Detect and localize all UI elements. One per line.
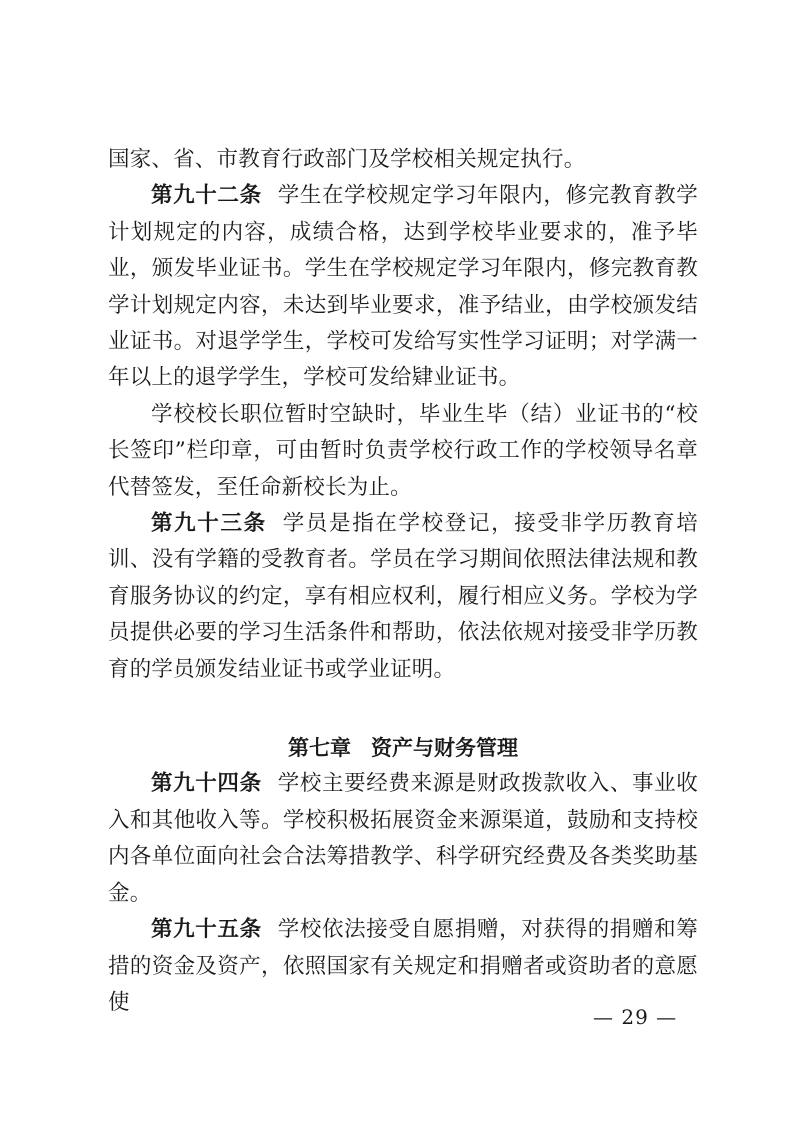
document-page	[108, 142, 698, 1021]
chapter-heading	[108, 730, 698, 766]
paragraph-text: 学校依法接受自愿捐赠，对获得的捐赠和筹措的资金及资产，依照国家有关规定和捐赠者或资助者的意愿使	[108, 917, 698, 1015]
paragraph-continuation	[108, 142, 698, 178]
paragraph-text: 学校校长职位暂时空缺时，毕业生毕（结）业证书的“校长签印”栏印章，可由暂时负责学校行政工作的学校领导名章代替签发，至任命新校长为止。	[108, 401, 698, 500]
paragraph-text: 学生在学校规定学习年限内，修完教育教学计划规定的内容，成绩合格，达到学校毕业要求的，准予毕业，颁发毕业证书。学生在学校规定学习年限内，修完教育教学计划规定内容，未达到毕业要求，准予结业，由学校颁发结业证书。对退学学生，学校可发给写实性学习证明；对学满一年以上的退学学生，学校可发给肄业证书。	[108, 183, 698, 391]
article-94	[108, 766, 698, 912]
paragraph-text: 国家、省、市教育行政部门及学校相关规定执行。	[108, 147, 586, 172]
chapter-number: 第七章	[288, 736, 351, 761]
paragraph-text: 学校主要经费来源是财政拨款收入、事业收入和其他收入等。学校积极拓展资金来源渠道，鼓励和支持校内各单位面向社会合法筹措教学、科学研究经费及各类奖助基金。	[108, 771, 698, 906]
article-93	[108, 506, 698, 688]
paragraph-text: 学员是指在学校登记，接受非学历教育培训、没有学籍的受教育者。学员在学习期间依照法律法规和教育服务协议的约定，享有相应权利，履行相应义务。学校为学员提供必要的学习生活条件和帮助，依法依规对接受非学历教育的学员颁发结业证书或学业证明。	[108, 511, 698, 682]
article-92	[108, 178, 698, 396]
page-number: — 29 —	[593, 1005, 678, 1029]
article-number: 第九十二条	[151, 183, 262, 209]
chapter-title: 资产与财务管理	[371, 736, 518, 761]
article-number: 第九十四条	[151, 771, 262, 797]
paragraph-seal-note	[108, 397, 698, 506]
article-number: 第九十三条	[151, 511, 267, 537]
article-number: 第九十五条	[151, 917, 262, 943]
